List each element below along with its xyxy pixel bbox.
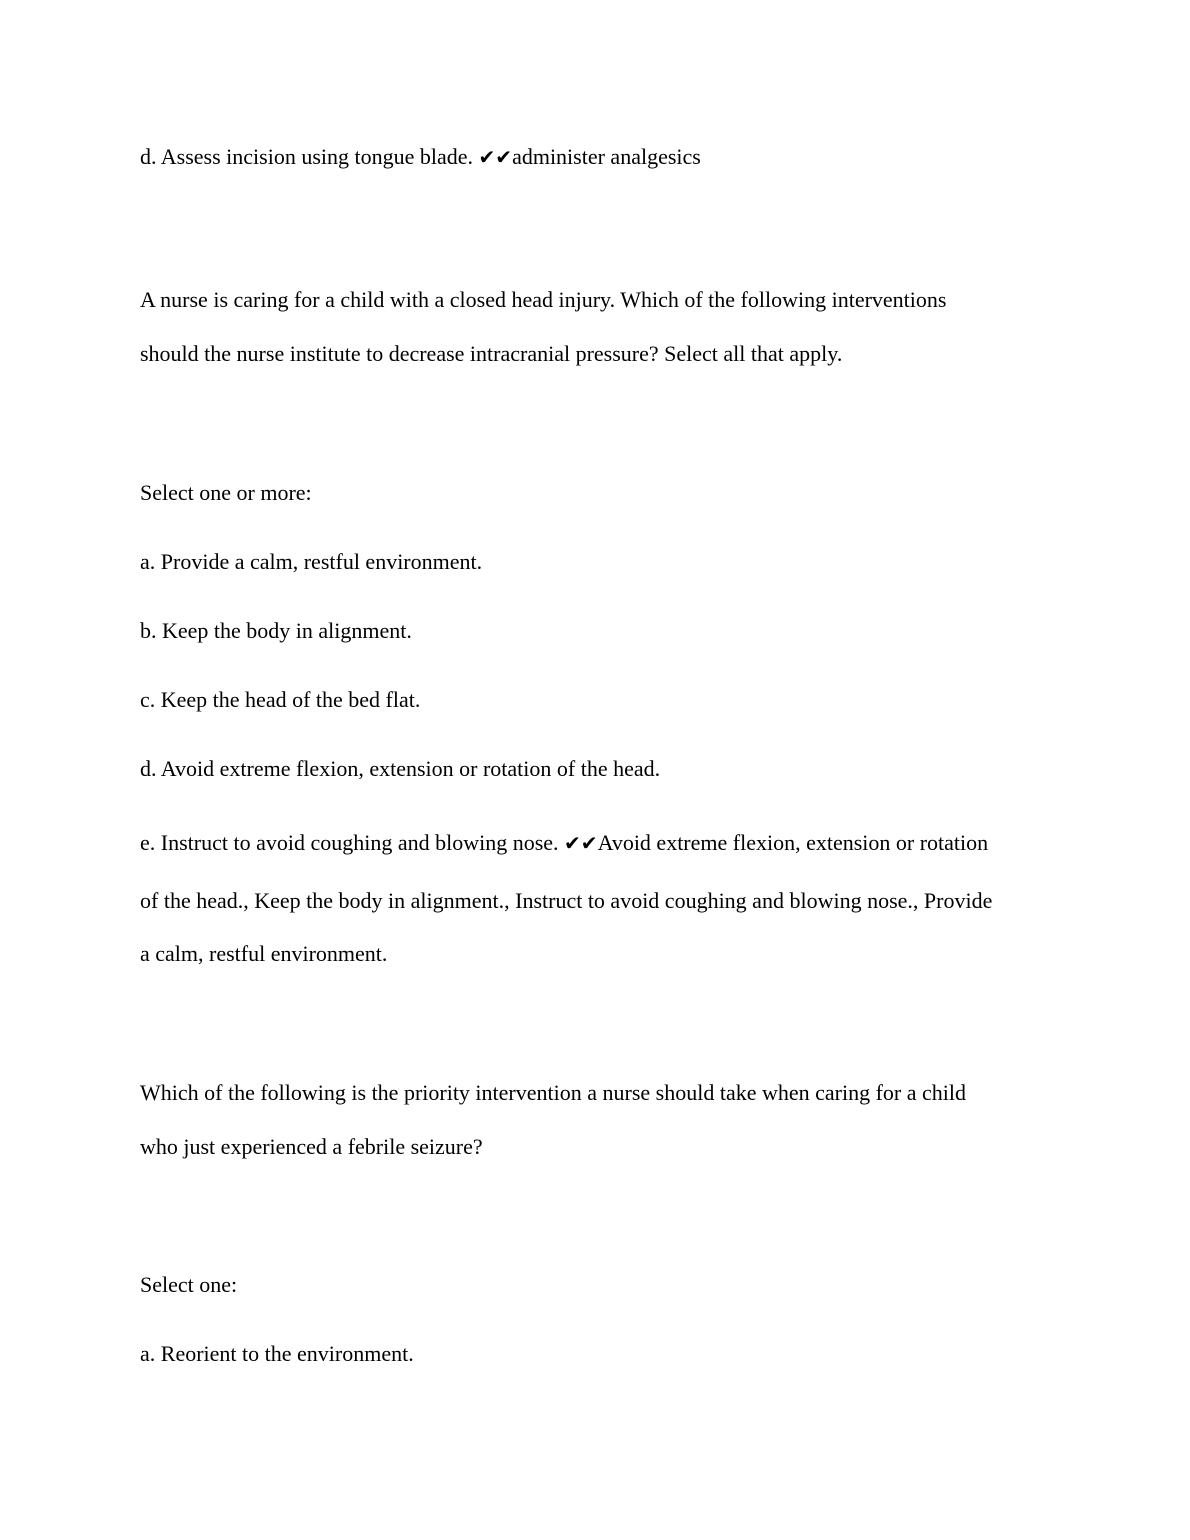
q2-answer-part-1: Avoid extreme flexion, extension or rotation xyxy=(597,830,989,855)
q3-instruction: Select one: xyxy=(140,1272,238,1297)
q3-question-line-2: who just experienced a febrile seizure? xyxy=(140,1134,483,1159)
q3-question-line-1: Which of the following is the priority intervention a nurse should take when caring for a child xyxy=(140,1080,966,1105)
double-check-icon: ✔✔ xyxy=(564,831,598,855)
double-check-icon: ✔✔ xyxy=(478,145,513,169)
q2-answer-part-3: a calm, restful environment. xyxy=(140,941,388,966)
q2-answer-part-2: of the head., Keep the body in alignment., Instruct to avoid coughing and blowing nose., Provide xyxy=(140,888,993,913)
q2-option-e: e. Instruct to avoid coughing and blowing nose. xyxy=(140,830,559,855)
q1-answer: administer analgesics xyxy=(512,144,701,169)
q3-option-a: a. Reorient to the environment. xyxy=(140,1341,414,1366)
q2-option-d: d. Avoid extreme flexion, extension or rotation of the head. xyxy=(140,756,661,781)
q2-question-line-2: should the nurse institute to decrease intracranial pressure? Select all that apply. xyxy=(140,341,843,366)
q2-question-line-1: A nurse is caring for a child with a closed head injury. Which of the following interventions xyxy=(140,287,947,312)
q1-option-d-line xyxy=(140,144,701,170)
q2-option-b: b. Keep the body in alignment. xyxy=(140,618,412,643)
q2-option-a: a. Provide a calm, restful environment. xyxy=(140,549,483,574)
q2-instruction: Select one or more: xyxy=(140,480,312,505)
q1-option-d: d. Assess incision using tongue blade. xyxy=(140,144,474,169)
q2-option-c: c. Keep the head of the bed flat. xyxy=(140,687,421,712)
q2-option-e-line xyxy=(140,830,988,856)
